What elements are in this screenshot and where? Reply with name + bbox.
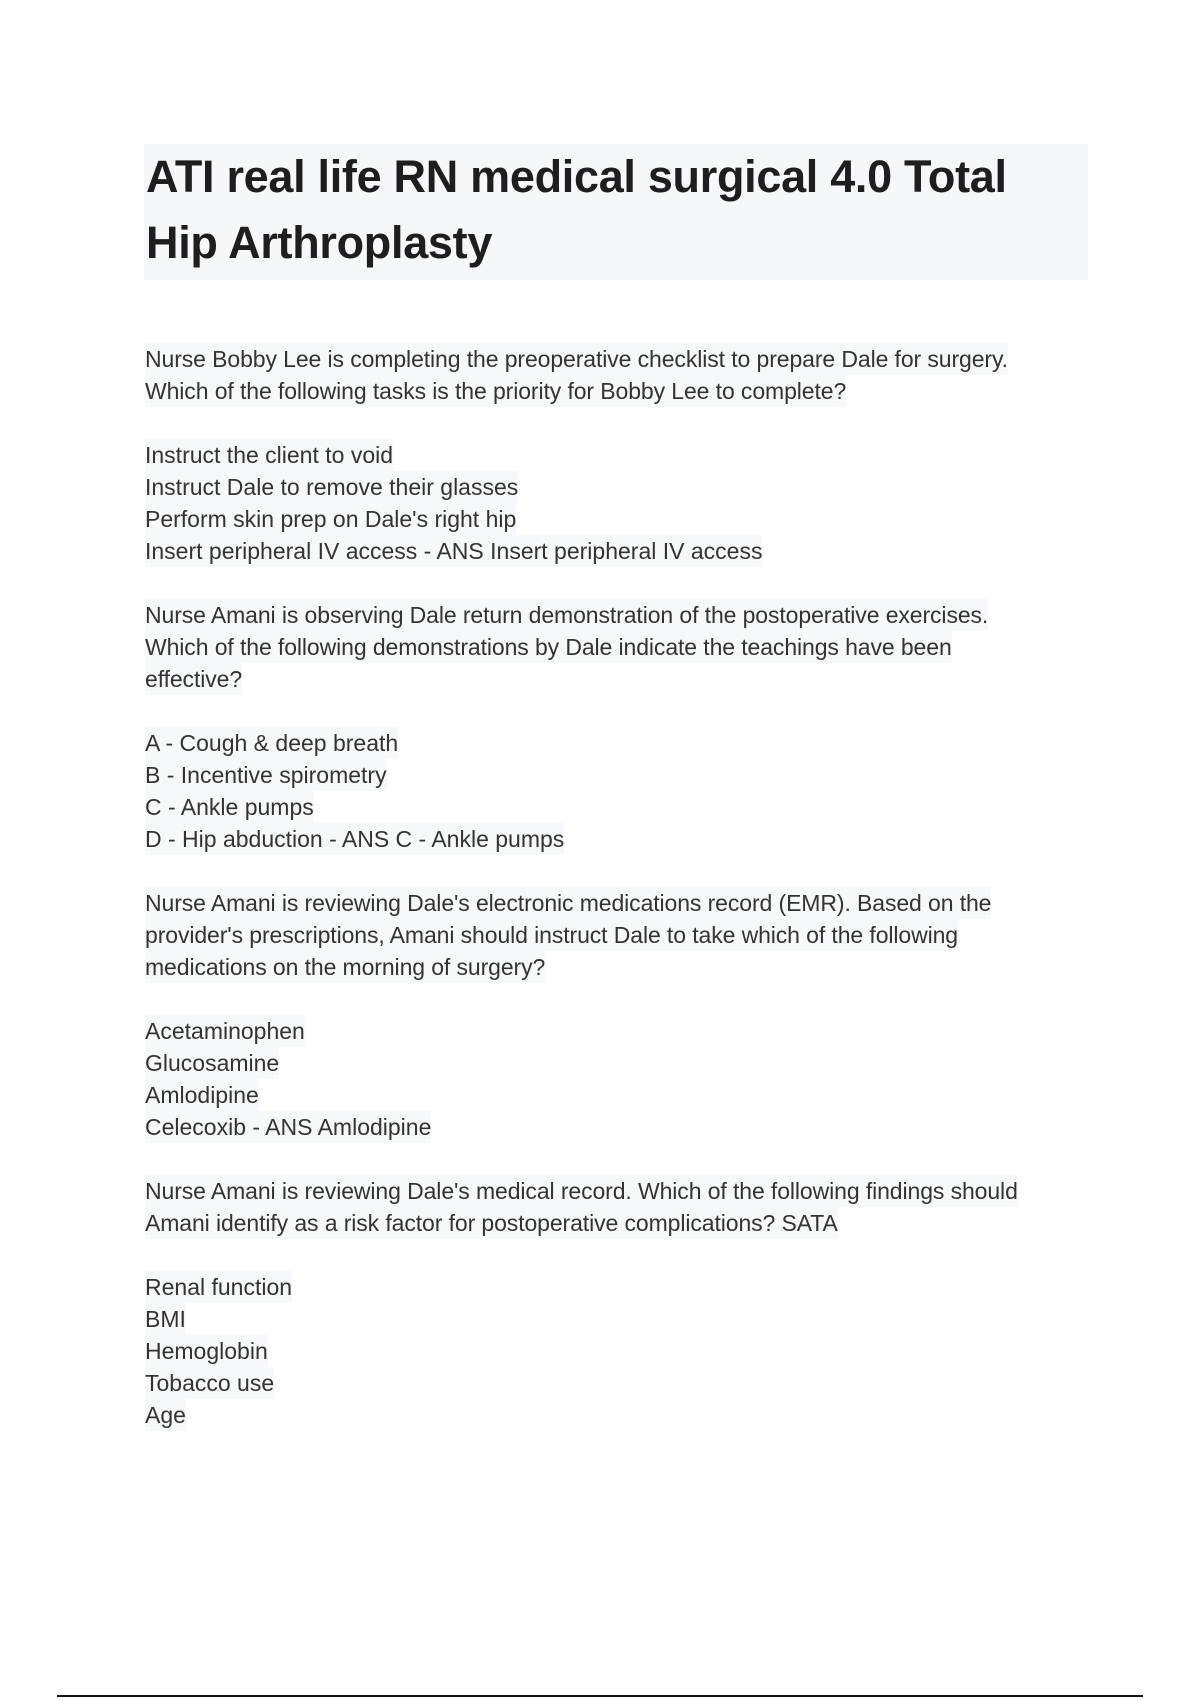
answer-option: Acetaminophen [145, 1015, 305, 1047]
question-text-line: Which of the following demonstrations by Dale indicate the teachings have been [145, 631, 952, 663]
question-3-options [145, 1015, 1085, 1143]
question-text-line: Nurse Bobby Lee is completing the preoperative checklist to prepare Dale for surgery. [145, 343, 1008, 375]
question-text-line: Nurse Amani is reviewing Dale's medical record. Which of the following findings should [145, 1175, 1018, 1207]
answer-option: BMI [145, 1303, 186, 1335]
question-4-options [145, 1271, 1085, 1431]
answer-option: Instruct Dale to remove their glasses [145, 471, 518, 503]
answer-option: A - Cough & deep breath [145, 727, 398, 759]
page-title [146, 144, 1082, 276]
question-text-line: Amani identify as a risk factor for postoperative complications? SATA [145, 1207, 838, 1239]
document-content [145, 343, 1085, 1463]
title-block [144, 144, 1088, 280]
answer-option: Perform skin prep on Dale's right hip [145, 503, 516, 535]
question-text-line: effective? [145, 663, 242, 695]
question-2-options [145, 727, 1085, 855]
question-text-line: Nurse Amani is reviewing Dale's electronic medications record (EMR). Based on the [145, 887, 991, 919]
question-1 [145, 343, 1085, 407]
question-text-line: medications on the morning of surgery? [145, 951, 545, 983]
answer-option: Glucosamine [145, 1047, 279, 1079]
answer-option: Celecoxib - ANS Amlodipine [145, 1111, 431, 1143]
question-3 [145, 887, 1085, 983]
answer-option: Amlodipine [145, 1079, 259, 1111]
question-text-line: Which of the following tasks is the priority for Bobby Lee to complete? [145, 375, 846, 407]
answer-option: D - Hip abduction - ANS C - Ankle pumps [145, 823, 564, 855]
question-2 [145, 599, 1085, 695]
answer-option: Instruct the client to void [145, 439, 393, 471]
answer-option: Age [145, 1399, 186, 1431]
answer-option: B - Incentive spirometry [145, 759, 387, 791]
answer-option: Insert peripheral IV access - ANS Insert peripheral IV access [145, 535, 762, 567]
question-1-options [145, 439, 1085, 567]
question-text-line: provider's prescriptions, Amani should instruct Dale to take which of the following [145, 919, 958, 951]
answer-option: C - Ankle pumps [145, 791, 314, 823]
footer-divider [57, 1695, 1143, 1697]
answer-option: Tobacco use [145, 1367, 274, 1399]
page-title-line: ATI real life RN medical surgical 4.0 Total [146, 151, 1007, 202]
answer-option: Renal function [145, 1271, 292, 1303]
question-text-line: Nurse Amani is observing Dale return demonstration of the postoperative exercises. [145, 599, 988, 631]
page-title-line: Hip Arthroplasty [146, 217, 493, 268]
question-4 [145, 1175, 1085, 1239]
answer-option: Hemoglobin [145, 1335, 268, 1367]
